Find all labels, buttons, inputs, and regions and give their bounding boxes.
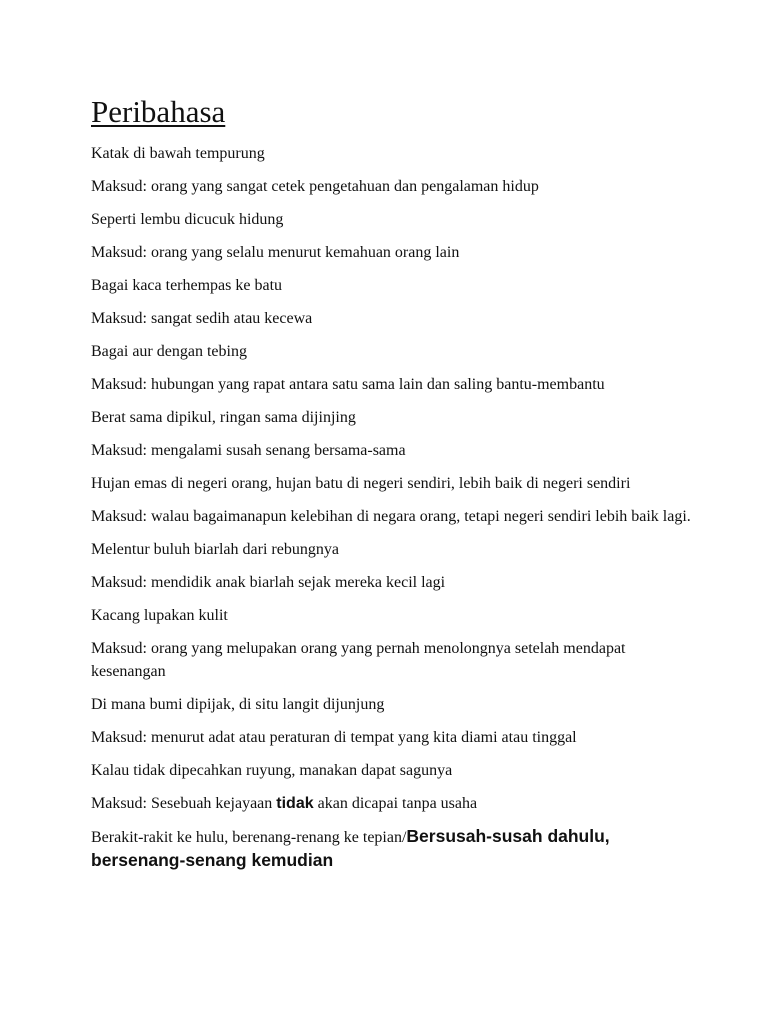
document-page: [91, 92, 691, 883]
meaning-text: akan dicapai tanpa usaha: [313, 795, 478, 812]
proverb: Bagai kaca terhempas ke batu: [91, 277, 283, 294]
proverb: Bagai aur dengan tebing: [91, 343, 247, 360]
meaning: Maksud: walau bagaimanapun kelebihan di negara orang, tetapi negeri sendiri lebih baik lagi.: [91, 508, 691, 525]
final-proverb: [91, 825, 691, 873]
meaning: Maksud: hubungan yang rapat antara satu sama lain dan saling bantu-membantu: [91, 376, 605, 393]
page-title: Peribahasa: [91, 94, 226, 129]
final-proverb-bold: Bersusah-susah dahulu, bersenang-senang kemudian: [91, 826, 610, 870]
meaning: Maksud: menurut adat atau peraturan di tempat yang kita diami atau tinggal: [91, 729, 577, 746]
proverb: Kacang lupakan kulit: [91, 607, 228, 624]
meaning-text: Maksud: Sesebuah kejayaan: [91, 795, 277, 812]
meaning: Maksud: sangat sedih atau kecewa: [91, 310, 313, 327]
proverb: Di mana bumi dipijak, di situ langit dijunjung: [91, 696, 385, 713]
meaning: Maksud: orang yang melupakan orang yang pernah menolongnya setelah mendapat kesenangan: [91, 640, 626, 680]
meaning-last: [91, 792, 691, 815]
meaning: Maksud: orang yang sangat cetek pengetahuan dan pengalaman hidup: [91, 178, 539, 195]
final-proverb-text: Berakit-rakit ke hulu, berenang-renang ke tepian/: [91, 829, 407, 846]
meaning: Maksud: orang yang selalu menurut kemahuan orang lain: [91, 244, 460, 261]
proverb: Kalau tidak dipecahkan ruyung, manakan dapat sagunya: [91, 762, 453, 779]
proverb: Berat sama dipikul, ringan sama dijinjing: [91, 409, 356, 426]
meaning: Maksud: mengalami susah senang bersama-sama: [91, 442, 406, 459]
meaning-bold-word: tidak: [276, 795, 314, 812]
proverb: Melentur buluh biarlah dari rebungnya: [91, 541, 339, 558]
proverb: Hujan emas di negeri orang, hujan batu di negeri sendiri, lebih baik di negeri sendiri: [91, 475, 631, 492]
proverb: Seperti lembu dicucuk hidung: [91, 211, 284, 228]
proverb: Katak di bawah tempurung: [91, 145, 265, 162]
meaning: Maksud: mendidik anak biarlah sejak mereka kecil lagi: [91, 574, 446, 591]
